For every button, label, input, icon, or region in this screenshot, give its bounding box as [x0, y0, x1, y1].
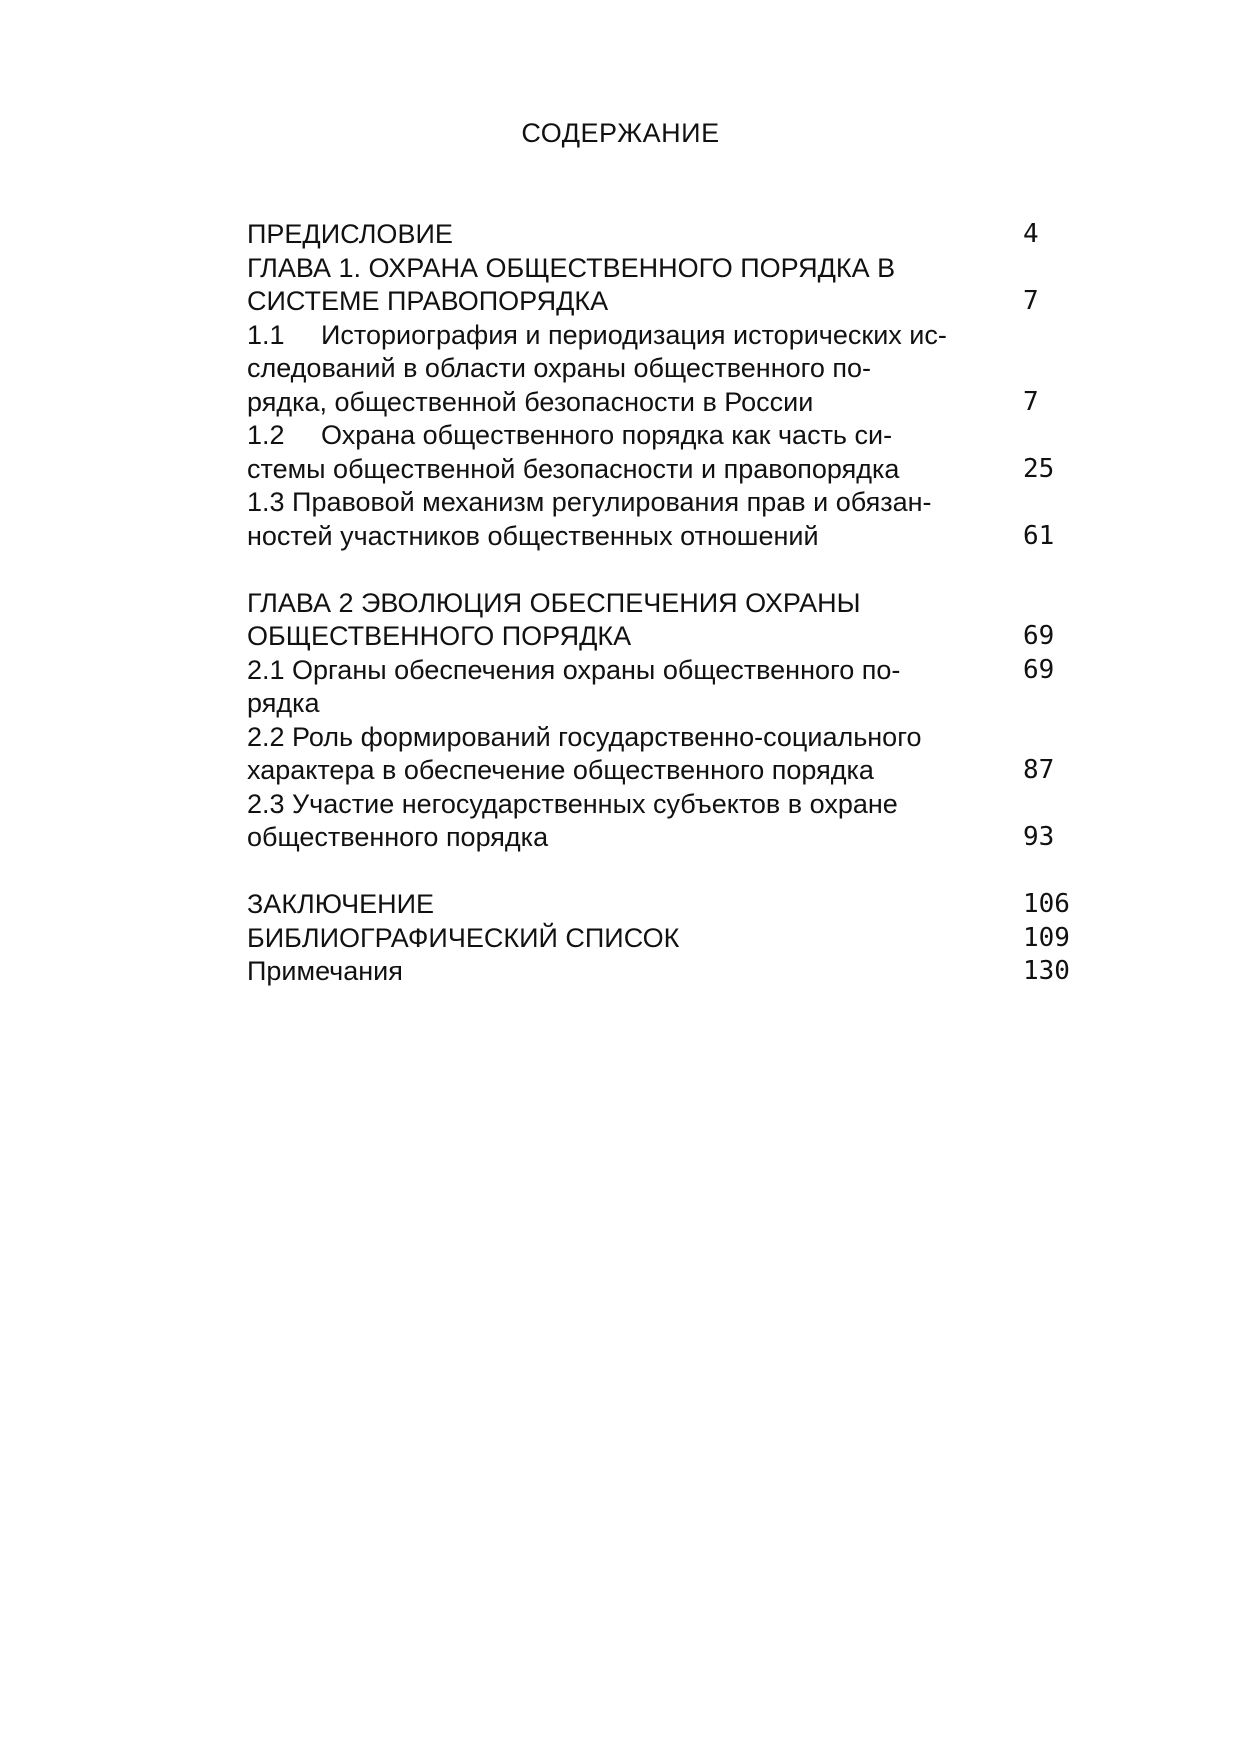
toc-entry-title: ПРЕДИСЛОВИЕ	[247, 219, 453, 249]
toc-entry-title: БИБЛИОГРАФИЧЕСКИЙ СПИСОК	[247, 922, 680, 953]
toc-section-1-1-line-2	[247, 352, 1087, 386]
toc-entry-title: рядка, общественной безопасности в России	[247, 386, 814, 417]
toc-entry-title	[247, 419, 892, 453]
toc-entry-bibliography	[247, 922, 1087, 956]
toc-chapter-1-line-1	[247, 252, 1087, 286]
toc-entry-title: 2.1 Органы обеспечения охраны общественного по-	[247, 654, 901, 685]
toc-page-number: 130	[1023, 956, 1070, 986]
toc-entry-conclusion	[247, 888, 1087, 922]
toc-entry-title: ЗАКЛЮЧЕНИЕ	[247, 889, 435, 919]
toc-page-number: 109	[1023, 922, 1070, 953]
toc-chapter-2-line-2	[247, 620, 1087, 654]
toc-entry-title: стемы общественной безопасности и правопорядка	[247, 453, 900, 484]
toc-section-2-2-line-2	[247, 754, 1087, 788]
toc-section-text: Охрана общественного порядка как часть си-	[321, 420, 893, 450]
toc-entry-title: рядка	[247, 688, 320, 718]
toc-section-2-1-line-1	[247, 654, 1087, 688]
toc-section-1-3-line-2	[247, 520, 1087, 554]
toc-entry-title: ГЛАВА 2 ЭВОЛЮЦИЯ ОБЕСПЕЧЕНИЯ ОХРАНЫ	[247, 587, 861, 618]
toc-entry-title: 1.3 Правовой механизм регулирования прав и обязан-	[247, 487, 932, 517]
toc-section-1-3-line-1	[247, 486, 1087, 520]
toc-entry-title	[247, 319, 947, 353]
toc-section-number: 1.1	[247, 319, 285, 350]
toc-entry-title: ГЛАВА 1. ОХРАНА ОБЩЕСТВЕННОГО ПОРЯДКА В	[247, 252, 896, 283]
toc-page-number: 69	[1023, 621, 1055, 651]
toc-page-number: 106	[1023, 889, 1070, 919]
toc-section-1-1-line-1	[247, 319, 1087, 353]
toc-entry-notes	[247, 955, 1087, 989]
toc-entry-title: характера в обеспечение общественного порядка	[247, 755, 874, 785]
toc-page-number: 4	[1023, 219, 1039, 249]
toc-entry-title: 2.2 Роль формирований государственно-социального	[247, 721, 922, 752]
toc-chapter-1-line-2	[247, 285, 1087, 319]
toc-section-1-2-line-1	[247, 419, 1087, 453]
toc-section-text: Историография и периодизация исторических ис-	[321, 319, 947, 350]
toc-entry-preface	[247, 218, 1087, 252]
spacer	[247, 553, 1087, 587]
toc-entry-title: ОБЩЕСТВЕННОГО ПОРЯДКА	[247, 621, 632, 651]
toc-entry-title: СИСТЕМЕ ПРАВОПОРЯДКА	[247, 286, 609, 316]
toc-page-number: 7	[1023, 286, 1039, 316]
page-title: СОДЕРЖАНИЕ	[521, 118, 720, 148]
toc-entry-title: 2.3 Участие негосударственных субъектов в охране	[247, 788, 898, 819]
toc-page-number: 69	[1023, 654, 1055, 685]
toc-chapter-2-line-1	[247, 587, 1087, 621]
toc-section-2-1-line-2	[247, 687, 1087, 721]
toc-entry-title: Примечания	[247, 956, 403, 986]
toc-entry-title: общественного порядка	[247, 822, 549, 852]
toc-page-number: 93	[1023, 822, 1055, 852]
toc-section-2-3-line-2	[247, 821, 1087, 855]
toc-page-number: 25	[1023, 453, 1055, 484]
toc-section-1-1-line-3	[247, 386, 1087, 420]
table-of-contents	[247, 218, 1087, 989]
toc-page-number: 7	[1023, 386, 1039, 417]
toc-page-number: 87	[1023, 755, 1055, 785]
toc-section-2-2-line-1	[247, 721, 1087, 755]
toc-entry-title: ностей участников общественных отношений	[247, 520, 819, 551]
toc-section-number: 1.2	[247, 420, 285, 450]
toc-section-2-3-line-1	[247, 788, 1087, 822]
spacer	[247, 855, 1087, 889]
toc-section-1-2-line-2	[247, 453, 1087, 487]
toc-page-number: 61	[1023, 520, 1055, 551]
toc-entry-title: следований в области охраны общественного по-	[247, 353, 872, 383]
